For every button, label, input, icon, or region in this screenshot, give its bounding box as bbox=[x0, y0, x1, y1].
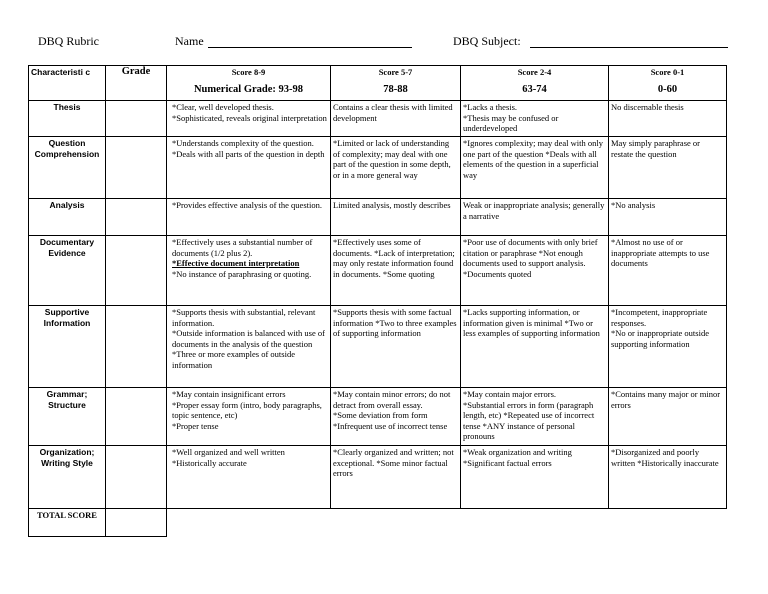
criteria-cell bbox=[609, 199, 727, 236]
criteria-cell bbox=[609, 446, 727, 509]
criteria-text: *Well organized and well written bbox=[172, 447, 285, 457]
subject-field[interactable] bbox=[530, 47, 728, 48]
total-score-cell[interactable] bbox=[106, 509, 167, 537]
characteristic-header: Characteristi c bbox=[29, 66, 106, 101]
table-row bbox=[29, 101, 727, 137]
criteria-cell bbox=[609, 236, 727, 306]
criteria-cell bbox=[167, 137, 331, 199]
row-label: Grammar; Structure bbox=[29, 388, 106, 446]
criteria-cell bbox=[609, 137, 727, 199]
criteria-text: *Incompetent, inappropriate responses. bbox=[611, 307, 708, 328]
score-range: Score 8-9 bbox=[231, 67, 266, 77]
criteria-text: *Sophisticated, reveals original interpretation bbox=[172, 112, 327, 123]
criteria-text: *Proper tense bbox=[172, 420, 219, 431]
criteria-cell bbox=[331, 199, 461, 236]
criteria-text: *Some deviation from form bbox=[333, 410, 428, 420]
criteria-cell bbox=[167, 236, 331, 306]
table-row bbox=[29, 388, 727, 446]
grade-cell[interactable] bbox=[106, 199, 167, 236]
empty-cell bbox=[331, 509, 461, 537]
grade-range: Numerical Grade: 93-98 bbox=[193, 83, 304, 95]
total-score-label: TOTAL SCORE bbox=[29, 509, 106, 537]
criteria-text: *Supports thesis with substantial, relevant information. bbox=[172, 307, 316, 328]
criteria-text: *Clearly organized and written; not exceptional. *Some minor factual errors bbox=[333, 447, 454, 478]
row-label: Organization; Writing Style bbox=[29, 446, 106, 509]
name-label: Name bbox=[175, 34, 204, 48]
table-header-row bbox=[29, 66, 727, 101]
criteria-cell bbox=[461, 199, 609, 236]
row-label: Analysis bbox=[29, 199, 106, 236]
criteria-cell bbox=[609, 101, 727, 137]
criteria-text: May simply paraphrase or restate the question bbox=[611, 138, 700, 159]
criteria-cell bbox=[461, 446, 609, 509]
criteria-cell bbox=[461, 137, 609, 199]
subject-label: DBQ Subject: bbox=[453, 34, 521, 48]
criteria-text: *Proper essay form (intro, body paragraphs, topic sentence, etc) bbox=[172, 399, 322, 420]
criteria-text: *Significant factual errors bbox=[463, 457, 552, 468]
criteria-text: *No analysis bbox=[611, 200, 656, 210]
criteria-text: *No or inappropriate outside supporting information bbox=[611, 328, 709, 349]
grade-cell[interactable] bbox=[106, 388, 167, 446]
criteria-cell bbox=[461, 101, 609, 137]
score-column-header bbox=[331, 66, 461, 101]
rubric-table bbox=[28, 65, 727, 537]
criteria-cell bbox=[461, 236, 609, 306]
empty-cell bbox=[609, 509, 727, 537]
grade-range: 0-60 bbox=[657, 83, 678, 95]
criteria-text: *Almost no use of or inappropriate attempts to use documents bbox=[611, 237, 710, 268]
row-label: Documentary Evidence bbox=[29, 236, 106, 306]
criteria-text: *Lacks supporting information, or information given is minimal *Two or less examples of supporting information bbox=[463, 307, 600, 338]
criteria-cell bbox=[167, 446, 331, 509]
criteria-cell bbox=[167, 199, 331, 236]
criteria-text: *Understands complexity of the question. bbox=[172, 138, 314, 148]
criteria-text: *May contain major errors. bbox=[463, 389, 556, 399]
table-row bbox=[29, 306, 727, 388]
criteria-cell bbox=[331, 137, 461, 199]
grade-range: 63-74 bbox=[522, 83, 547, 95]
grade-cell[interactable] bbox=[106, 236, 167, 306]
criteria-cell bbox=[167, 388, 331, 446]
criteria-cell bbox=[461, 388, 609, 446]
grade-cell[interactable] bbox=[106, 446, 167, 509]
criteria-text: *Outside information is balanced with use of documents in the analysis of the question bbox=[172, 328, 325, 349]
name-field[interactable] bbox=[208, 47, 412, 48]
criteria-text: *Deals with all parts of the question in depth bbox=[172, 148, 325, 159]
criteria-text: *Effectively uses some of documents. *Lack of interpretation; may only restate information found in documents. *Some quoting bbox=[333, 237, 455, 279]
criteria-text: *Contains many major or minor errors bbox=[611, 389, 721, 410]
criteria-text: Contains a clear thesis with limited development bbox=[333, 102, 453, 123]
rubric-title: DBQ Rubric bbox=[38, 34, 99, 48]
criteria-cell bbox=[331, 388, 461, 446]
criteria-cell bbox=[331, 101, 461, 137]
page-header bbox=[0, 34, 768, 52]
criteria-text: *Substantial errors in form (paragraph length, etc) *Repeated use of incorrect tense *ANY instance of personal pronouns bbox=[463, 399, 595, 441]
criteria-cell bbox=[609, 388, 727, 446]
total-row bbox=[29, 509, 727, 537]
criteria-text: *Infrequent use of incorrect tense bbox=[333, 420, 448, 431]
criteria-text: *No instance of paraphrasing or quoting. bbox=[172, 268, 312, 279]
criteria-text: Limited analysis, mostly describes bbox=[333, 200, 451, 210]
criteria-cell bbox=[461, 306, 609, 388]
criteria-text: Weak or inappropriate analysis; generally a narrative bbox=[463, 200, 605, 221]
table-row bbox=[29, 236, 727, 306]
row-label: Supportive Information bbox=[29, 306, 106, 388]
criteria-text: *May contain minor errors; do not detract from overall essay. bbox=[333, 389, 451, 410]
score-range: Score 5-7 bbox=[378, 67, 413, 77]
grade-cell[interactable] bbox=[106, 306, 167, 388]
grade-range: 78-88 bbox=[383, 83, 408, 95]
criteria-text: *Supports thesis with some factual information *Two to three examples of supporting information bbox=[333, 307, 457, 338]
criteria-text: *Ignores complexity; may deal with only one part of the question *Deals with all elements of the question in a superficial way bbox=[463, 138, 603, 180]
grade-header: Grade bbox=[106, 66, 167, 101]
score-range: Score 0-1 bbox=[650, 67, 685, 77]
empty-cell bbox=[167, 509, 331, 537]
score-range: Score 2-4 bbox=[517, 67, 552, 77]
criteria-text: *Clear, well developed thesis. bbox=[172, 102, 274, 112]
criteria-cell bbox=[331, 306, 461, 388]
criteria-text: *Provides effective analysis of the question. bbox=[172, 200, 322, 210]
criteria-cell bbox=[167, 306, 331, 388]
empty-cell bbox=[461, 509, 609, 537]
row-label: Question Comprehension bbox=[29, 137, 106, 199]
grade-cell[interactable] bbox=[106, 137, 167, 199]
criteria-text: *Effective document interpretation bbox=[172, 258, 300, 268]
row-label: Thesis bbox=[29, 101, 106, 137]
criteria-cell bbox=[167, 101, 331, 137]
criteria-text: *Historically accurate bbox=[172, 457, 247, 468]
criteria-text: *Effectively uses a substantial number of documents (1/2 plus 2). bbox=[172, 237, 313, 258]
criteria-text: *Weak organization and writing bbox=[463, 447, 572, 457]
criteria-text: *Poor use of documents with only brief citation or paraphrase *Not enough documents used to support analysis. *Documents quoted bbox=[463, 237, 598, 279]
score-column-header bbox=[609, 66, 727, 101]
criteria-text: *May contain insignificant errors bbox=[172, 389, 286, 399]
table-row bbox=[29, 137, 727, 199]
criteria-cell bbox=[331, 446, 461, 509]
criteria-text: *Limited or lack of understanding of complexity; may deal with one part of the question in some depth, or in a more general way bbox=[333, 138, 451, 180]
grade-cell[interactable] bbox=[106, 101, 167, 137]
criteria-cell bbox=[609, 306, 727, 388]
criteria-text: No discernable thesis bbox=[611, 102, 684, 112]
criteria-text: *Thesis may be confused or underdeveloped bbox=[463, 112, 559, 133]
table-row bbox=[29, 446, 727, 509]
criteria-text: *Disorganized and poorly written *Historically inaccurate bbox=[611, 447, 719, 468]
criteria-text: *Three or more examples of outside information bbox=[172, 349, 295, 370]
score-column-header bbox=[461, 66, 609, 101]
criteria-cell bbox=[331, 236, 461, 306]
table-row bbox=[29, 199, 727, 236]
criteria-text: *Lacks a thesis. bbox=[463, 102, 518, 112]
score-column-header bbox=[167, 66, 331, 101]
